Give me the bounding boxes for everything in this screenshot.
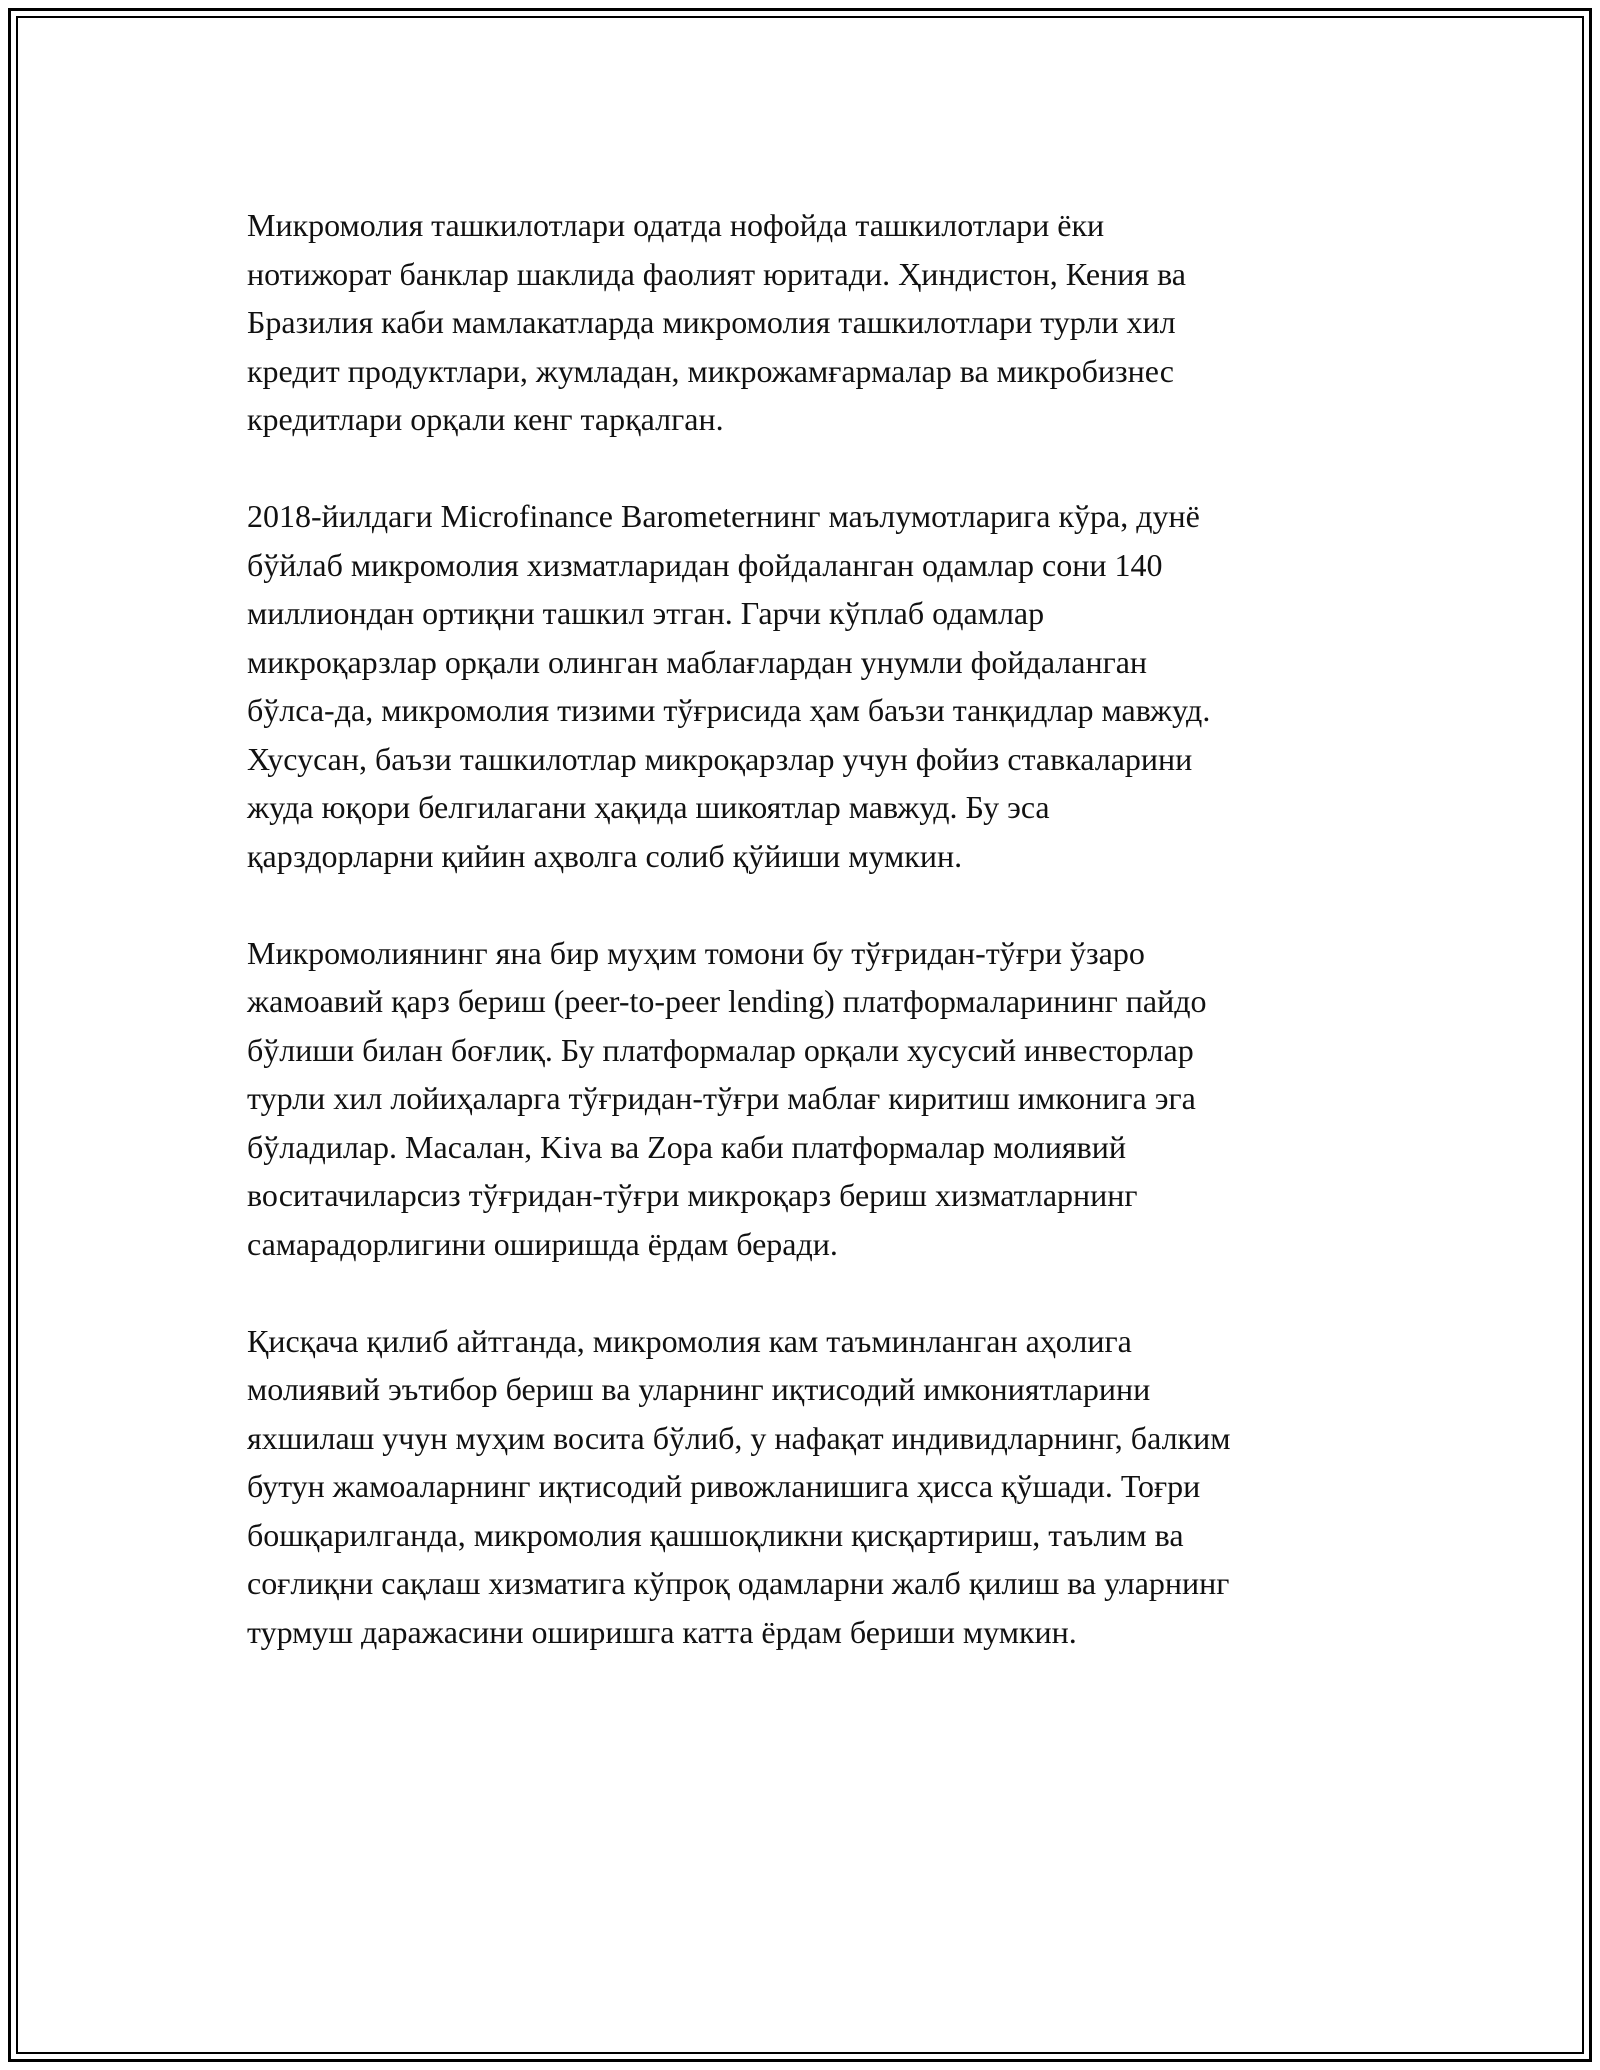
paragraph-2: 2018-йилдаги Microfinance Barometerнинг маълумотларига кўра, дунё бўйлаб микромолия хизматларидан фойдаланган одамлар сони 140 миллиондан ортиқни ташкил этган. Гарчи кўплаб одамлар микроқарзлар орқали олинган маблағлардан унумли фойдаланган бўлса-да, микромолия тизими тўғрисида ҳам баъзи танқидлар мавжуд. Хусусан, баъзи ташкилотлар микроқарзлар учун фойиз ставкаларини жуда юқори белгилагани ҳақида шикоятлар мавжуд. Бу эса қарздорларни қийин аҳволга солиб қўйиши мумкин.	[247, 498, 1211, 874]
paragraph-4: Қисқача қилиб айтганда, микромолия кам таъминланган аҳолига молиявий эътибор бериш ва уларнинг иқтисодий имкониятларини яхшилаш учун муҳим восита бўлиб, у нафақат индивидларнинг, балким бутун жамоаларнинг иқтисодий ривожланишига ҳисса қўшади. Тоғри бошқарилганда, микромолия қашшоқликни қисқартириш, таълим ва соғлиқни сақлаш хизматига кўпроқ одамларни жалб қилиш ва уларнинг турмуш даражасини оширишга катта ёрдам бериши мумкин.	[247, 1322, 1231, 1650]
paragraph-1: Микромолия ташкилотлари одатда нофойда ташкилотлари ёки нотижорат банклар шаклида фаолият юритади. Ҳиндистон, Кения ва Бразилия каби мамлакатларда микромолия ташкилотлари турли хил кредит продуктлари, жумладан, микрожамғармалар ва микробизнес кредитлари орқали кенг тарқалган.	[247, 207, 1186, 437]
document-body	[247, 201, 1387, 1705]
page-frame	[8, 8, 1592, 2062]
paragraph-3: Микромолиянинг яна бир муҳим томони бу тўғридан-тўғри ўзаро жамоавий қарз бериш (peer-to-peer lending) платформаларининг пайдо бўлиши билан боғлиқ. Бу платформалар орқали хусусий инвесторлар турли хил лойиҳаларга тўғридан-тўғри маблағ киритиш имконига эга бўладилар. Масалан, Kiva ва Zopa каби платформалар молиявий воситачиларсиз тўғридан-тўғри микроқарз бериш хизматларнинг самарадорлигини оширишда ёрдам беради.	[247, 934, 1207, 1262]
